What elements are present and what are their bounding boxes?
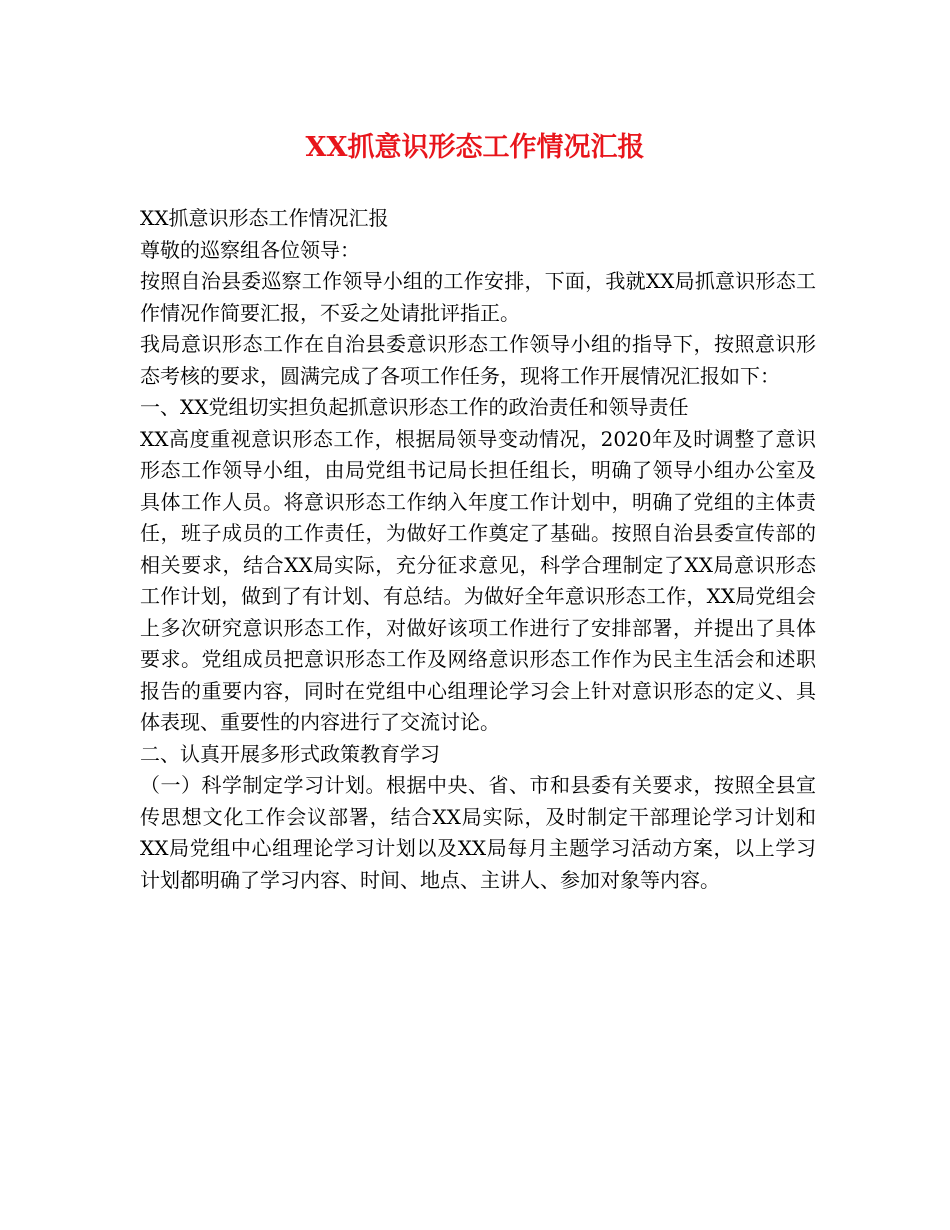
paragraph-section-2-item-1: （一）科学制定学习计划。根据中央、省、市和县委有关要求，按照全县宣传思想文化工作会议部署，结合XX局实际，及时制定干部理论学习计划和XX局党组中心组理论学习计划以及XX局每月主题学习活动方案，以上学习计划都明确了学习内容、时间、地点、主讲人、参加对象等内容。 [140,773,816,892]
paragraph-intro: 按照自治县委巡察工作领导小组的工作安排，下面，我就XX局抓意识形态工作情况作简要汇报，不妥之处请批评指正。 [140,269,816,325]
section-heading-1: 一、XX党组切实担负起抓意识形态工作的政治责任和领导责任 [140,395,689,419]
paragraph-salutation: 尊敬的巡察组各位领导： [140,237,360,262]
document-title: XX抓意识形态工作情况汇报 [305,132,645,163]
paragraph-overview: 我局意识形态工作在自治县委意识形态工作领导小组的指导下，按照意识形态考核的要求，圆满完成了各项工作任务，现将工作开展情况汇报如下： [140,332,816,388]
document-body [140,203,816,896]
paragraph-heading-repeat: XX抓意识形态工作情况汇报 [140,206,389,230]
paragraph-section-1: XX高度重视意识形态工作，根据局领导变动情况，2020年及时调整了意识形态工作领导小组，由局党组书记局长担任组长，明确了领导小组办公室及具体工作人员。将意识形态工作纳入年度工作计划中，明确了党组的主体责任，班子成员的工作责任，为做好工作奠定了基础。按照自治县委宣传部的相关要求，结合XX局实际，充分征求意见，科学合理制定了XX局意识形态工作计划，做到了有计划、有总结。为做好全年意识形态工作，XX局党组会上多次研究意识形态工作，对做好该项工作进行了安排部署，并提出了具体要求。党组成员把意识形态工作及网络意识形态工作作为民主生活会和述职报告的重要内容，同时在党组中心组理论学习会上针对意识形态的定义、具体表现、重要性的内容进行了交流讨论。 [140,426,816,734]
section-heading-2: 二、认真开展多形式政策教育学习 [140,741,440,766]
